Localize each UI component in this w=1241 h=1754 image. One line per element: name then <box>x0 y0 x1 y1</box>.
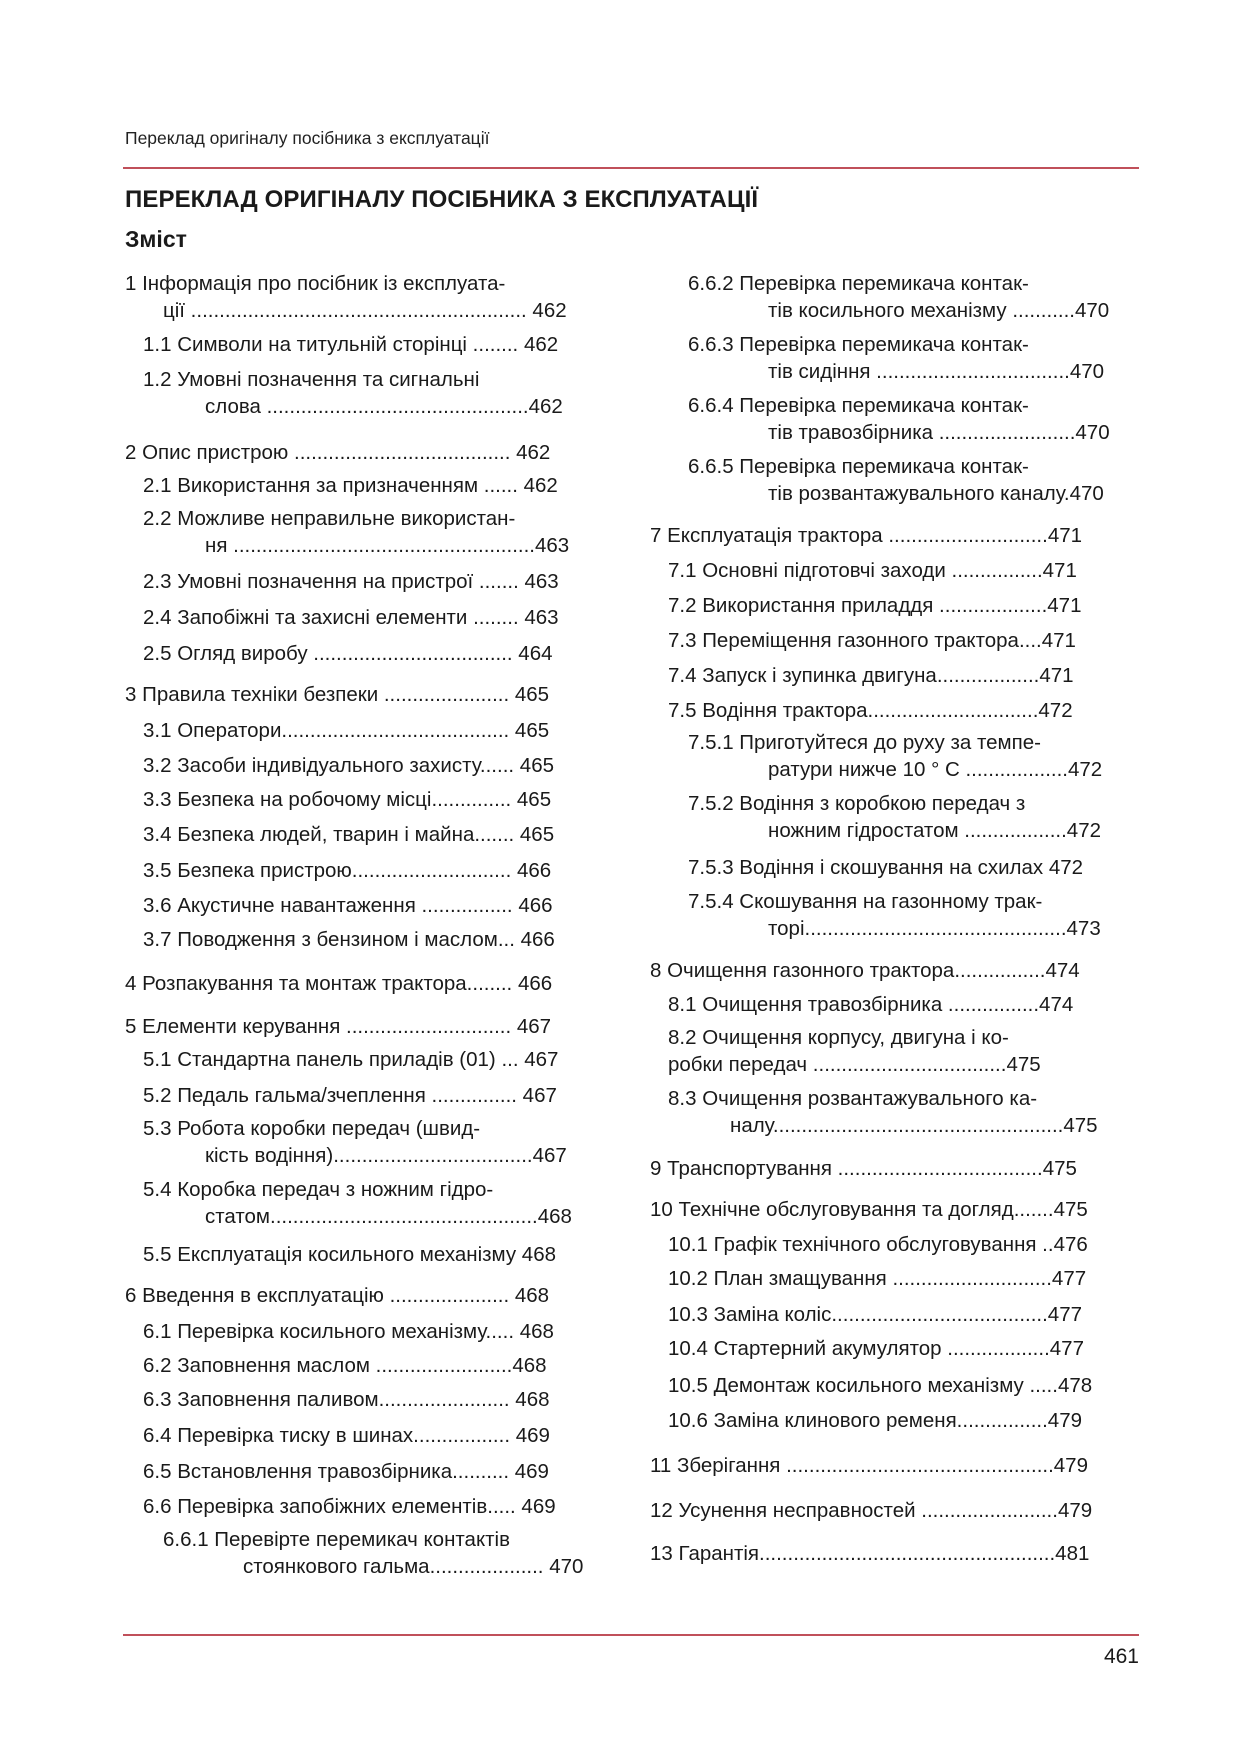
toc-entry[interactable] <box>143 1046 558 1073</box>
toc-entry[interactable] <box>143 1115 567 1169</box>
toc-entry-text: 10.3 Заміна коліс......................................477 <box>668 1303 1082 1326</box>
toc-entry-text: 6.1 Перевірка косильного механізму..... 468 <box>143 1320 554 1343</box>
toc-entry-continuation: стоянкового гальма.................... 470 <box>243 1555 584 1578</box>
toc-entry[interactable] <box>668 627 1076 654</box>
toc-entry[interactable] <box>668 1265 1086 1292</box>
toc-entry-text: 3 Правила техніки безпеки ...................... 465 <box>125 683 550 706</box>
toc-entry-text: 10.4 Стартерний акумулятор ..................477 <box>668 1337 1084 1360</box>
toc-entry-text: 10.1 Графік технічного обслуговування ..476 <box>668 1233 1088 1256</box>
toc-entry-text: 5 Елементи керування ............................. 467 <box>125 1015 552 1038</box>
toc-entry[interactable] <box>125 681 549 708</box>
toc-entry-text: 7.5.1 Приготуйтеся до руху за темпе- <box>688 731 1041 754</box>
toc-entry[interactable] <box>668 662 1074 689</box>
toc-entry-text: 2.5 Огляд виробу ................................... 464 <box>143 642 553 665</box>
toc-entry[interactable] <box>143 1493 556 1520</box>
toc-entry-text: 2.4 Запобіжні та захисні елементи ........ 463 <box>143 606 559 629</box>
toc-entry-text: 2 Опис пристрою ...................................... 462 <box>125 441 551 464</box>
toc-entry-continuation: тів косильного механізму ...........470 <box>768 299 1110 322</box>
toc-entry[interactable] <box>668 991 1073 1018</box>
toc-entry[interactable] <box>688 729 1102 783</box>
toc-entry-text: 6.2 Заповнення маслом ........................468 <box>143 1354 547 1377</box>
toc-entry-text: 3.1 Оператори........................................ 465 <box>143 719 550 742</box>
toc-entry-text: 5.5 Експлуатація косильного механізму 468 <box>143 1243 557 1266</box>
toc-entry-text: 9 Транспортування ....................................475 <box>650 1157 1077 1180</box>
toc-entry-continuation: тів травозбірника ........................470 <box>768 421 1110 444</box>
toc-entry[interactable] <box>688 888 1101 942</box>
toc-entry-text: 3.7 Поводження з бензином і маслом... 466 <box>143 928 555 951</box>
toc-entry-text: 7.4 Запуск і зупинка двигуна..................471 <box>668 664 1074 687</box>
toc-entry-text: 6.6.3 Перевірка перемикача контак- <box>688 333 1029 356</box>
running-header: Переклад оригіналу посібника з експлуатації <box>125 128 490 148</box>
toc-entry-continuation: тів сидіння ..................................470 <box>768 360 1105 383</box>
toc-entry-text: 2.1 Використання за призначенням ...... 462 <box>143 474 558 497</box>
toc-entry-text: 8.2 Очищення корпусу, двигуна і ко- <box>668 1026 1009 1049</box>
toc-entry[interactable] <box>650 1497 1092 1524</box>
toc-entry[interactable] <box>668 557 1077 584</box>
toc-entry-continuation: тів розвантажувального каналу.470 <box>768 482 1104 505</box>
toc-entry-continuation: слова ..............................................462 <box>205 395 563 418</box>
toc-entry-text: 6 Введення в експлуатацію ..................... 468 <box>125 1284 550 1307</box>
toc-entry-text: 1.2 Умовні позначення та сигнальні <box>143 368 480 391</box>
toc-entry[interactable] <box>143 752 554 779</box>
toc-entry-continuation: ножним гідростатом ..................472 <box>768 819 1101 842</box>
toc-entry[interactable] <box>688 453 1104 507</box>
toc-entry-continuation: ратури нижче 10 ° С ..................472 <box>768 758 1103 781</box>
toc-entry[interactable] <box>143 1458 549 1485</box>
toc-entry-text: 3.4 Безпека людей, тварин і майна....... 465 <box>143 823 555 846</box>
toc-entry-text: 7.2 Використання приладдя ...................471 <box>668 594 1082 617</box>
toc-entry[interactable] <box>650 522 1082 549</box>
toc-entry[interactable] <box>688 270 1109 324</box>
toc-entry-text: 10.6 Заміна клинового ременя................479 <box>668 1409 1083 1432</box>
bottom-divider <box>123 1634 1139 1636</box>
toc-entry-continuation: кість водіння)...................................467 <box>205 1144 567 1167</box>
toc-entry[interactable] <box>668 592 1081 619</box>
toc-entry-text: 6.6.5 Перевірка перемикача контак- <box>688 455 1029 478</box>
toc-entry[interactable] <box>143 1386 550 1413</box>
toc-entry[interactable] <box>143 1318 554 1345</box>
toc-entry[interactable] <box>688 854 1083 881</box>
toc-entry[interactable] <box>143 604 559 631</box>
toc-entry[interactable] <box>125 1282 549 1309</box>
toc-entry[interactable] <box>668 1085 1098 1139</box>
toc-entry[interactable] <box>143 505 569 559</box>
toc-entry-text: 5.3 Робота коробки передач (швид- <box>143 1117 481 1140</box>
toc-entry[interactable] <box>143 331 558 358</box>
toc-entry-text: 13 Гарантія....................................................481 <box>650 1542 1090 1565</box>
toc-entry[interactable] <box>143 821 554 848</box>
toc-entry[interactable] <box>688 392 1110 446</box>
toc-entry[interactable] <box>143 1082 557 1109</box>
toc-entry-text: 7.5.2 Водіння з коробкою передач з <box>688 792 1026 815</box>
toc-entry[interactable] <box>668 697 1073 724</box>
toc-entry[interactable] <box>143 786 551 813</box>
toc-entry-text: 2.3 Умовні позначення на пристрої ....... 463 <box>143 570 559 593</box>
toc-entry[interactable] <box>143 1422 550 1449</box>
toc-entry-text: 11 Зберігання ...............................................479 <box>650 1454 1088 1477</box>
toc-entry-continuation: робки передач ..................................475 <box>668 1053 1041 1076</box>
toc-entry[interactable] <box>143 1352 547 1379</box>
toc-entry[interactable] <box>650 1540 1089 1567</box>
page-number: 461 <box>1103 1645 1139 1668</box>
toc-entry-text: 8 Очищення газонного трактора................474 <box>650 959 1080 982</box>
toc-entry-text: 7.5.3 Водіння і скошування на схилах 472 <box>688 856 1084 879</box>
toc-entry[interactable] <box>668 1335 1084 1362</box>
toc-entry-text: 6.4 Перевірка тиску в шинах................. 469 <box>143 1424 550 1447</box>
toc-entry-text: 7 Експлуатація трактора ............................471 <box>650 524 1083 547</box>
toc-entry-text: 10.2 План змащування ............................477 <box>668 1267 1087 1290</box>
toc-entry-text: 2.2 Можливе неправильне використан- <box>143 507 516 530</box>
toc-entry[interactable] <box>143 892 553 919</box>
toc-entry-text: 6.6.2 Перевірка перемикача контак- <box>688 272 1029 295</box>
toc-entry-text: 6.6.1 Перевірте перемикач контактів <box>163 1528 510 1551</box>
toc-entry[interactable] <box>143 1176 572 1230</box>
toc-entry-text: 6.5 Встановлення травозбірника.......... 469 <box>143 1460 549 1483</box>
toc-entry[interactable] <box>125 970 552 997</box>
toc-entry-text: 5.1 Стандартна панель приладів (01) ... 467 <box>143 1048 559 1071</box>
top-divider <box>123 167 1139 169</box>
toc-entry[interactable] <box>163 1526 583 1580</box>
toc-entry[interactable] <box>688 790 1101 844</box>
document-title: ПЕРЕКЛАД ОРИГІНАЛУ ПОСІБНИКА З ЕКСПЛУАТАЦІЇ <box>125 186 759 213</box>
toc-entry[interactable] <box>650 1155 1077 1182</box>
toc-entry[interactable] <box>143 857 551 884</box>
toc-entry-text: 7.3 Переміщення газонного трактора....471 <box>668 629 1076 652</box>
toc-entry[interactable] <box>125 270 567 324</box>
toc-entry-text: 1 Інформація про посібник із експлуата- <box>125 272 506 295</box>
toc-entry-text: 7.1 Основні підготовчі заходи ................471 <box>668 559 1077 582</box>
toc-entry[interactable] <box>143 472 558 499</box>
toc-entry[interactable] <box>668 1372 1092 1399</box>
toc-entry-text: 5.4 Коробка передач з ножним гідро- <box>143 1178 494 1201</box>
toc-heading: Зміст <box>125 226 187 252</box>
toc-entry[interactable] <box>125 439 550 466</box>
toc-entry-continuation: статом...............................................468 <box>205 1205 572 1228</box>
toc-entry-text: 6.3 Заповнення паливом....................... 468 <box>143 1388 550 1411</box>
toc-entry-text: 6.6.4 Перевірка перемикача контак- <box>688 394 1029 417</box>
toc-entry[interactable] <box>650 1452 1088 1479</box>
toc-entry-text: 6.6 Перевірка запобіжних елементів..... 469 <box>143 1495 556 1518</box>
toc-entry-text: 3.6 Акустичне навантаження ................ 466 <box>143 894 553 917</box>
toc-entry-text: 7.5.4 Скошування на газонному трак- <box>688 890 1043 913</box>
toc-entry[interactable] <box>143 1241 556 1268</box>
toc-entry[interactable] <box>668 1231 1088 1258</box>
toc-entry[interactable] <box>143 717 549 744</box>
toc-entry[interactable] <box>143 926 555 953</box>
toc-entry-text: 1.1 Символи на титульній сторінці ........ 462 <box>143 333 559 356</box>
toc-entry-text: 10 Технічне обслуговування та догляд.......475 <box>650 1198 1088 1221</box>
toc-entry[interactable] <box>143 640 553 667</box>
toc-entry[interactable] <box>668 1301 1082 1328</box>
toc-entry-continuation: ції ........................................................... 462 <box>163 299 567 322</box>
toc-entry[interactable] <box>650 957 1080 984</box>
toc-entry[interactable] <box>650 1196 1088 1223</box>
toc-entry-text: 12 Усунення несправностей ........................479 <box>650 1499 1093 1522</box>
toc-entry-text: 5.2 Педаль гальма/зчеплення ............... 467 <box>143 1084 557 1107</box>
toc-entry-continuation: налу...................................................475 <box>730 1114 1098 1137</box>
toc-entry[interactable] <box>668 1407 1082 1434</box>
toc-entry-text: 4 Розпакування та монтаж трактора........ 466 <box>125 972 553 995</box>
toc-entry[interactable] <box>668 1024 1041 1078</box>
toc-entry-text: 3.5 Безпека пристрою............................ 466 <box>143 859 552 882</box>
toc-entry[interactable] <box>143 568 559 595</box>
toc-entry-text: 7.5 Водіння трактора..............................472 <box>668 699 1073 722</box>
toc-entry-text: 10.5 Демонтаж косильного механізму .....478 <box>668 1374 1093 1397</box>
toc-entry-continuation: ня .....................................................463 <box>205 534 570 557</box>
toc-entry-text: 8.3 Очищення розвантажувального ка- <box>668 1087 1038 1110</box>
toc-entry-text: 8.1 Очищення травозбірника ................474 <box>668 993 1074 1016</box>
toc-entry[interactable] <box>125 1013 551 1040</box>
toc-entry[interactable] <box>688 331 1104 385</box>
toc-entry-text: 3.3 Безпека на робочому місці.............. 465 <box>143 788 552 811</box>
toc-entry[interactable] <box>143 366 563 420</box>
toc-entry-text: 3.2 Засоби індивідуального захисту...... 465 <box>143 754 554 777</box>
toc-entry-continuation: торі..............................................473 <box>768 917 1101 940</box>
